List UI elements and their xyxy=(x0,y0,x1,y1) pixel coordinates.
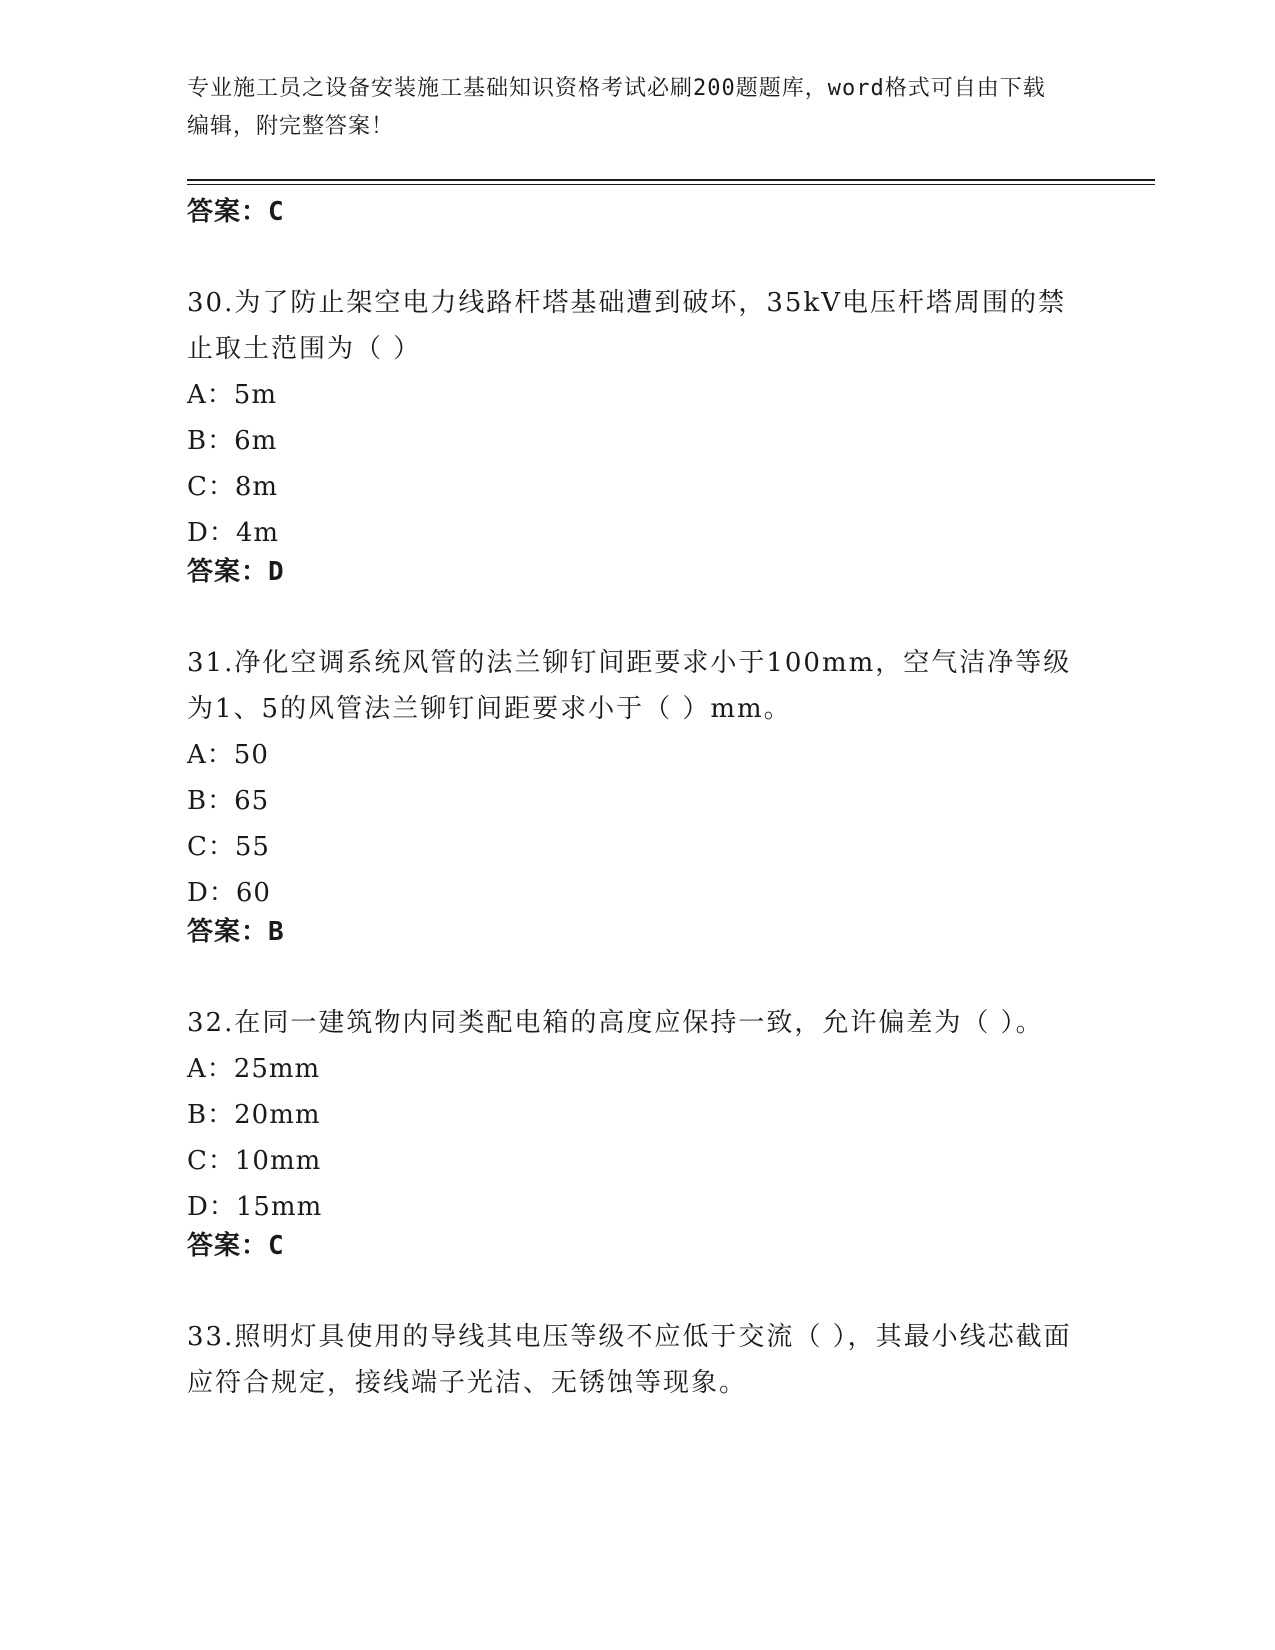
question-block-33 xyxy=(187,1314,1087,1406)
question-block-32 xyxy=(187,1000,1087,1266)
option-b: B：6m xyxy=(187,426,278,456)
option-c: C：55 xyxy=(187,832,270,862)
question-stem: 31.净化空调系统风管的法兰铆钉间距要求小于100mm，空气洁净等级为1、5的风管法兰铆钉间距要求小于（ ）mm。 xyxy=(187,648,1072,724)
header-rule-thin xyxy=(187,184,1155,185)
question-block-30 xyxy=(187,280,1087,592)
question-block-31 xyxy=(187,640,1087,952)
answer-line: 答案：C xyxy=(187,1231,285,1261)
option-a: A：50 xyxy=(187,740,269,770)
option-d: D：15mm xyxy=(187,1192,323,1222)
option-a: A：5m xyxy=(187,380,277,410)
question-stem: 30.为了防止架空电力线路杆塔基础遭到破坏，35kV电压杆塔周围的禁止取土范围为（ ） xyxy=(187,288,1066,364)
question-stem: 33.照明灯具使用的导线其电压等级不应低于交流（ ），其最小线芯截面应符合规定，接线端子光洁、无锈蚀等现象。 xyxy=(187,1322,1072,1398)
answer-line: 答案：B xyxy=(187,917,285,947)
option-d: D：4m xyxy=(187,518,280,548)
answer-line: 答案：D xyxy=(187,557,285,587)
option-c: C：10mm xyxy=(187,1146,322,1176)
question-stem: 32.在同一建筑物内同类配电箱的高度应保持一致，允许偏差为（ ）。 xyxy=(187,1008,1044,1038)
question-list xyxy=(187,190,1087,1406)
option-c: C：8m xyxy=(187,472,279,502)
document-header: 专业施工员之设备安装施工基础知识资格考试必刷200题题库，word格式可自由下载编辑，附完整答案！ xyxy=(187,76,1046,139)
option-b: B：65 xyxy=(187,786,270,816)
option-d: D：60 xyxy=(187,878,271,908)
answer-line: 答案：C xyxy=(187,197,285,227)
option-a: A：25mm xyxy=(187,1054,321,1084)
option-b: B：20mm xyxy=(187,1100,321,1130)
header-rule-thick xyxy=(187,179,1155,181)
